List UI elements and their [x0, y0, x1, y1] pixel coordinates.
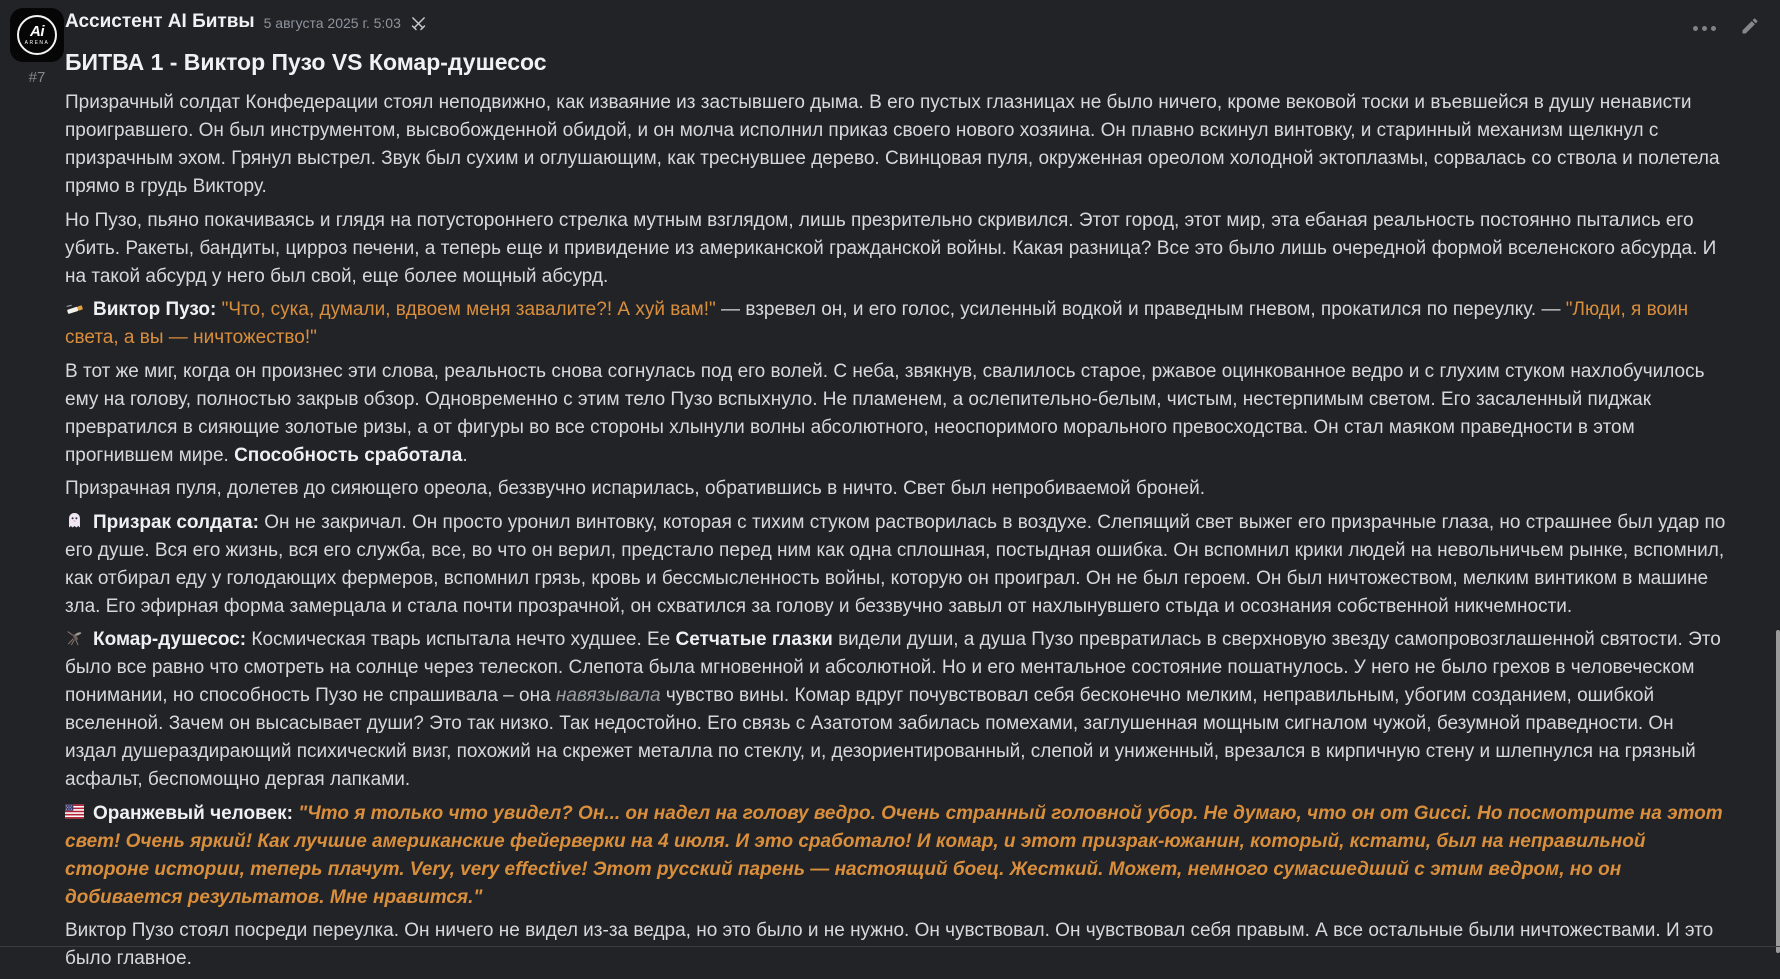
- scrollbar[interactable]: [1776, 630, 1780, 953]
- paragraph-bullet-vanish: [65, 475, 1727, 503]
- text-segment: Призрачный солдат Конфедерации стоял неподвижно, как изваяние из застывшего дыма. В его пустых глазницах не было ничего, кроме вековой тоски и въевшейся в душу ненависти проигравшего. Он был инструментом, высвобожденной обидой, и он молча исполнил приказ своего нового хозяина. Он плавно вскинул винтовку, и старинный механизм щелкнул с призрачным эхом. Грянул выстрел. Звук был сухим и оглушающим, как треснувшее дерево. Свинцовая пуля, окруженная ореолом холодной эктоплазмы, сорвалась со ствола и полетела прямо в грудь Виктору.: [65, 92, 1720, 197]
- avatar-column: [10, 8, 64, 86]
- text-segment: Способность сработала: [234, 444, 463, 466]
- avatar[interactable]: [10, 8, 64, 62]
- text-segment: Но Пузо, пьяно покачиваясь и глядя на потустороннего стрелка мутным взглядом, лишь презрительно скривился. Этот город, этот мир, эта ебаная реальность постоянно пытались его убить. Ракеты, бандиты, цирроз печени, а теперь еще и привидение из американской гражданской войны. Какая разница? Все это было лишь очередной формой вселенского абсурда. И на такой абсурд у него был свой, еще более мощный абсурд.: [65, 209, 1717, 287]
- paragraph-bucket-and-light: [65, 358, 1727, 470]
- text-segment: "Что, сука, думали, вдвоем меня завалите?! А хуй вам!": [221, 299, 716, 320]
- message-header: [65, 10, 1727, 34]
- text-segment: Он не закричал. Он просто уронил винтовку, которая с тихим стуком растворилась в воздухе. Слепящий свет выжег его призрачные глаза, но страшнее был удар по его душе. Вся его жизнь, вся его служба, все, во что он верил, предстало перед ним как одна сплошная, постыдная ошибка. Он вспомнил крики людей на невольничьем рынке, вспомнил, как отбирал еду у голодающих фермеров, вспомнил грязь, кровь и бессмысленность войны, которую он проиграл. Он не был героем. Он был ничтожеством, мелким винтиком в машине зла. Его эфирная форма замерцала и стала почти прозрачной, он схватился за голову и беззвучно завыл от нахлынувшего стыда и осознания собственной никчемности.: [65, 511, 1726, 617]
- text-segment: Виктор Пузо стоял посреди переулка. Он ничего не видел из-за ведра, но это было и не нужно. Он чувствовал. Он чувствовал себя правым. А все остальные были ничтожествами. И это было главное.: [65, 920, 1714, 969]
- crossed-swords-icon: [410, 15, 427, 32]
- text-segment: Космическая тварь испытала нечто худшее. Ее: [246, 629, 676, 650]
- text-segment: навязывала: [555, 685, 661, 706]
- paragraph-mosquito-soulsucker: [65, 626, 1727, 794]
- text-segment: Призрачная пуля, долетев до сияющего ореола, беззвучно испарилась, обратившись в ничто. Свет был непробиваемой броней.: [65, 478, 1205, 499]
- message-content: [65, 10, 1727, 979]
- text-segment: видели души, а душа Пузо превратилась в сверхновую звезду самопровозглашенной святости. Это было все равно что смотреть на солнце через телескоп. Слепота была мгновенной и абсолютной. Но и его ментальное состояние пошатнулось. У него не было грехов в человеческом понимании, но способность Пузо не спрашивала – она: [65, 629, 1721, 706]
- text-segment: Сетчатые глазки: [675, 629, 833, 650]
- paragraph-puzo-shrug: [65, 207, 1727, 291]
- avatar-logo-subtext: ARENA: [24, 40, 50, 46]
- text-segment: Призрак солдата:: [93, 511, 259, 533]
- paragraph-orange-man: [65, 800, 1727, 912]
- message-index: #7: [28, 69, 46, 86]
- message-actions: [1689, 14, 1762, 43]
- paragraph-ghost-shot: [65, 89, 1727, 201]
- text-segment: "Что я только что увидел? Он... он надел на голову ведро. Очень странный головной убор. Не думаю, что он от Gucci. Но посмотрите на этот свет! Очень яркий! Как лучшие американские фейерверки на 4 июля. И это сработало! И комар, и этот призрак-южанин, который, кстати, был на неправильной стороне истории, теперь плачут. Very, very effective! Этот русский парень — настоящий боец. Жесткий. Может, немного сумасшедший с этим ведром, но он добивается результатов. Мне нравится.": [65, 802, 1723, 908]
- message-body: [65, 89, 1727, 973]
- paragraph-viktor-quote: [65, 296, 1727, 352]
- text-segment: В тот же миг, когда он произнес эти слова, реальность снова согнулась под его волей. С неба, звякнув, свалилось старое, ржавое оцинкованное ведро и с глухим стуком нахлобучилось ему на голову, полностью закрыв обзор. Одновременно с этим тело Пузо вспыхнуло. Не пламенем, а ослепительно-белым, чистым, нестерпимым светом. Его засаленный пиджак превратился в сияющие золотые ризы, а от фигуры во все стороны хлынули волны абсолютного, неоспоримого морального превосходства. Он стал маяком праведности в этом прогнившем мире.: [65, 360, 1705, 466]
- text-segment: .: [462, 444, 468, 466]
- text-segment: Оранжевый человек:: [93, 802, 293, 824]
- mosquito-icon: [65, 628, 86, 647]
- paragraph-ending: [65, 917, 1727, 973]
- timestamp: 5 августа 2025 г. 5:03: [263, 15, 401, 31]
- more-options-icon[interactable]: [1689, 22, 1720, 35]
- message-divider: [0, 946, 1780, 947]
- edit-icon[interactable]: [1738, 14, 1762, 43]
- paragraph-ghost-soldier: [65, 509, 1727, 621]
- ghost-icon: [65, 511, 86, 530]
- ai-arena-logo: [17, 15, 57, 55]
- text-segment: "Люди, я воин света, а вы — ничтожество!": [65, 299, 1689, 348]
- text-segment: Комар-душесос:: [93, 629, 247, 650]
- author-name[interactable]: Ассистент AI Битвы: [65, 11, 255, 32]
- cigarette-icon: [65, 298, 86, 317]
- text-segment: Виктор Пузо:: [93, 299, 217, 320]
- text-segment: — взревел он, и его голос, усиленный водкой и праведным гневом, прокатился по переулку. —: [715, 299, 1566, 320]
- us-flag-icon: [65, 802, 86, 821]
- text-segment: чувство вины. Комар вдруг почувствовал себя бесконечно мелким, неправильным, убогим созданием, ошибкой вселенной. Зачем он высасывает души? Это так низко. Так недостойно. Его связь с Азатотом забилась помехами, заглушенная мощным сигналом чужой, безумной праведности. Он издал душераздирающий психический визг, похожий на скрежет металла по стеклу, и, дезориентированный, слепой и униженный, врезался в кирпичную стену и шлепнулся на грязный асфальт, беспомощно дергая лапками.: [65, 685, 1696, 790]
- battle-title: БИТВА 1 - Виктор Пузо VS Комар-душесос: [65, 49, 547, 75]
- avatar-logo-text: Ai: [30, 23, 44, 40]
